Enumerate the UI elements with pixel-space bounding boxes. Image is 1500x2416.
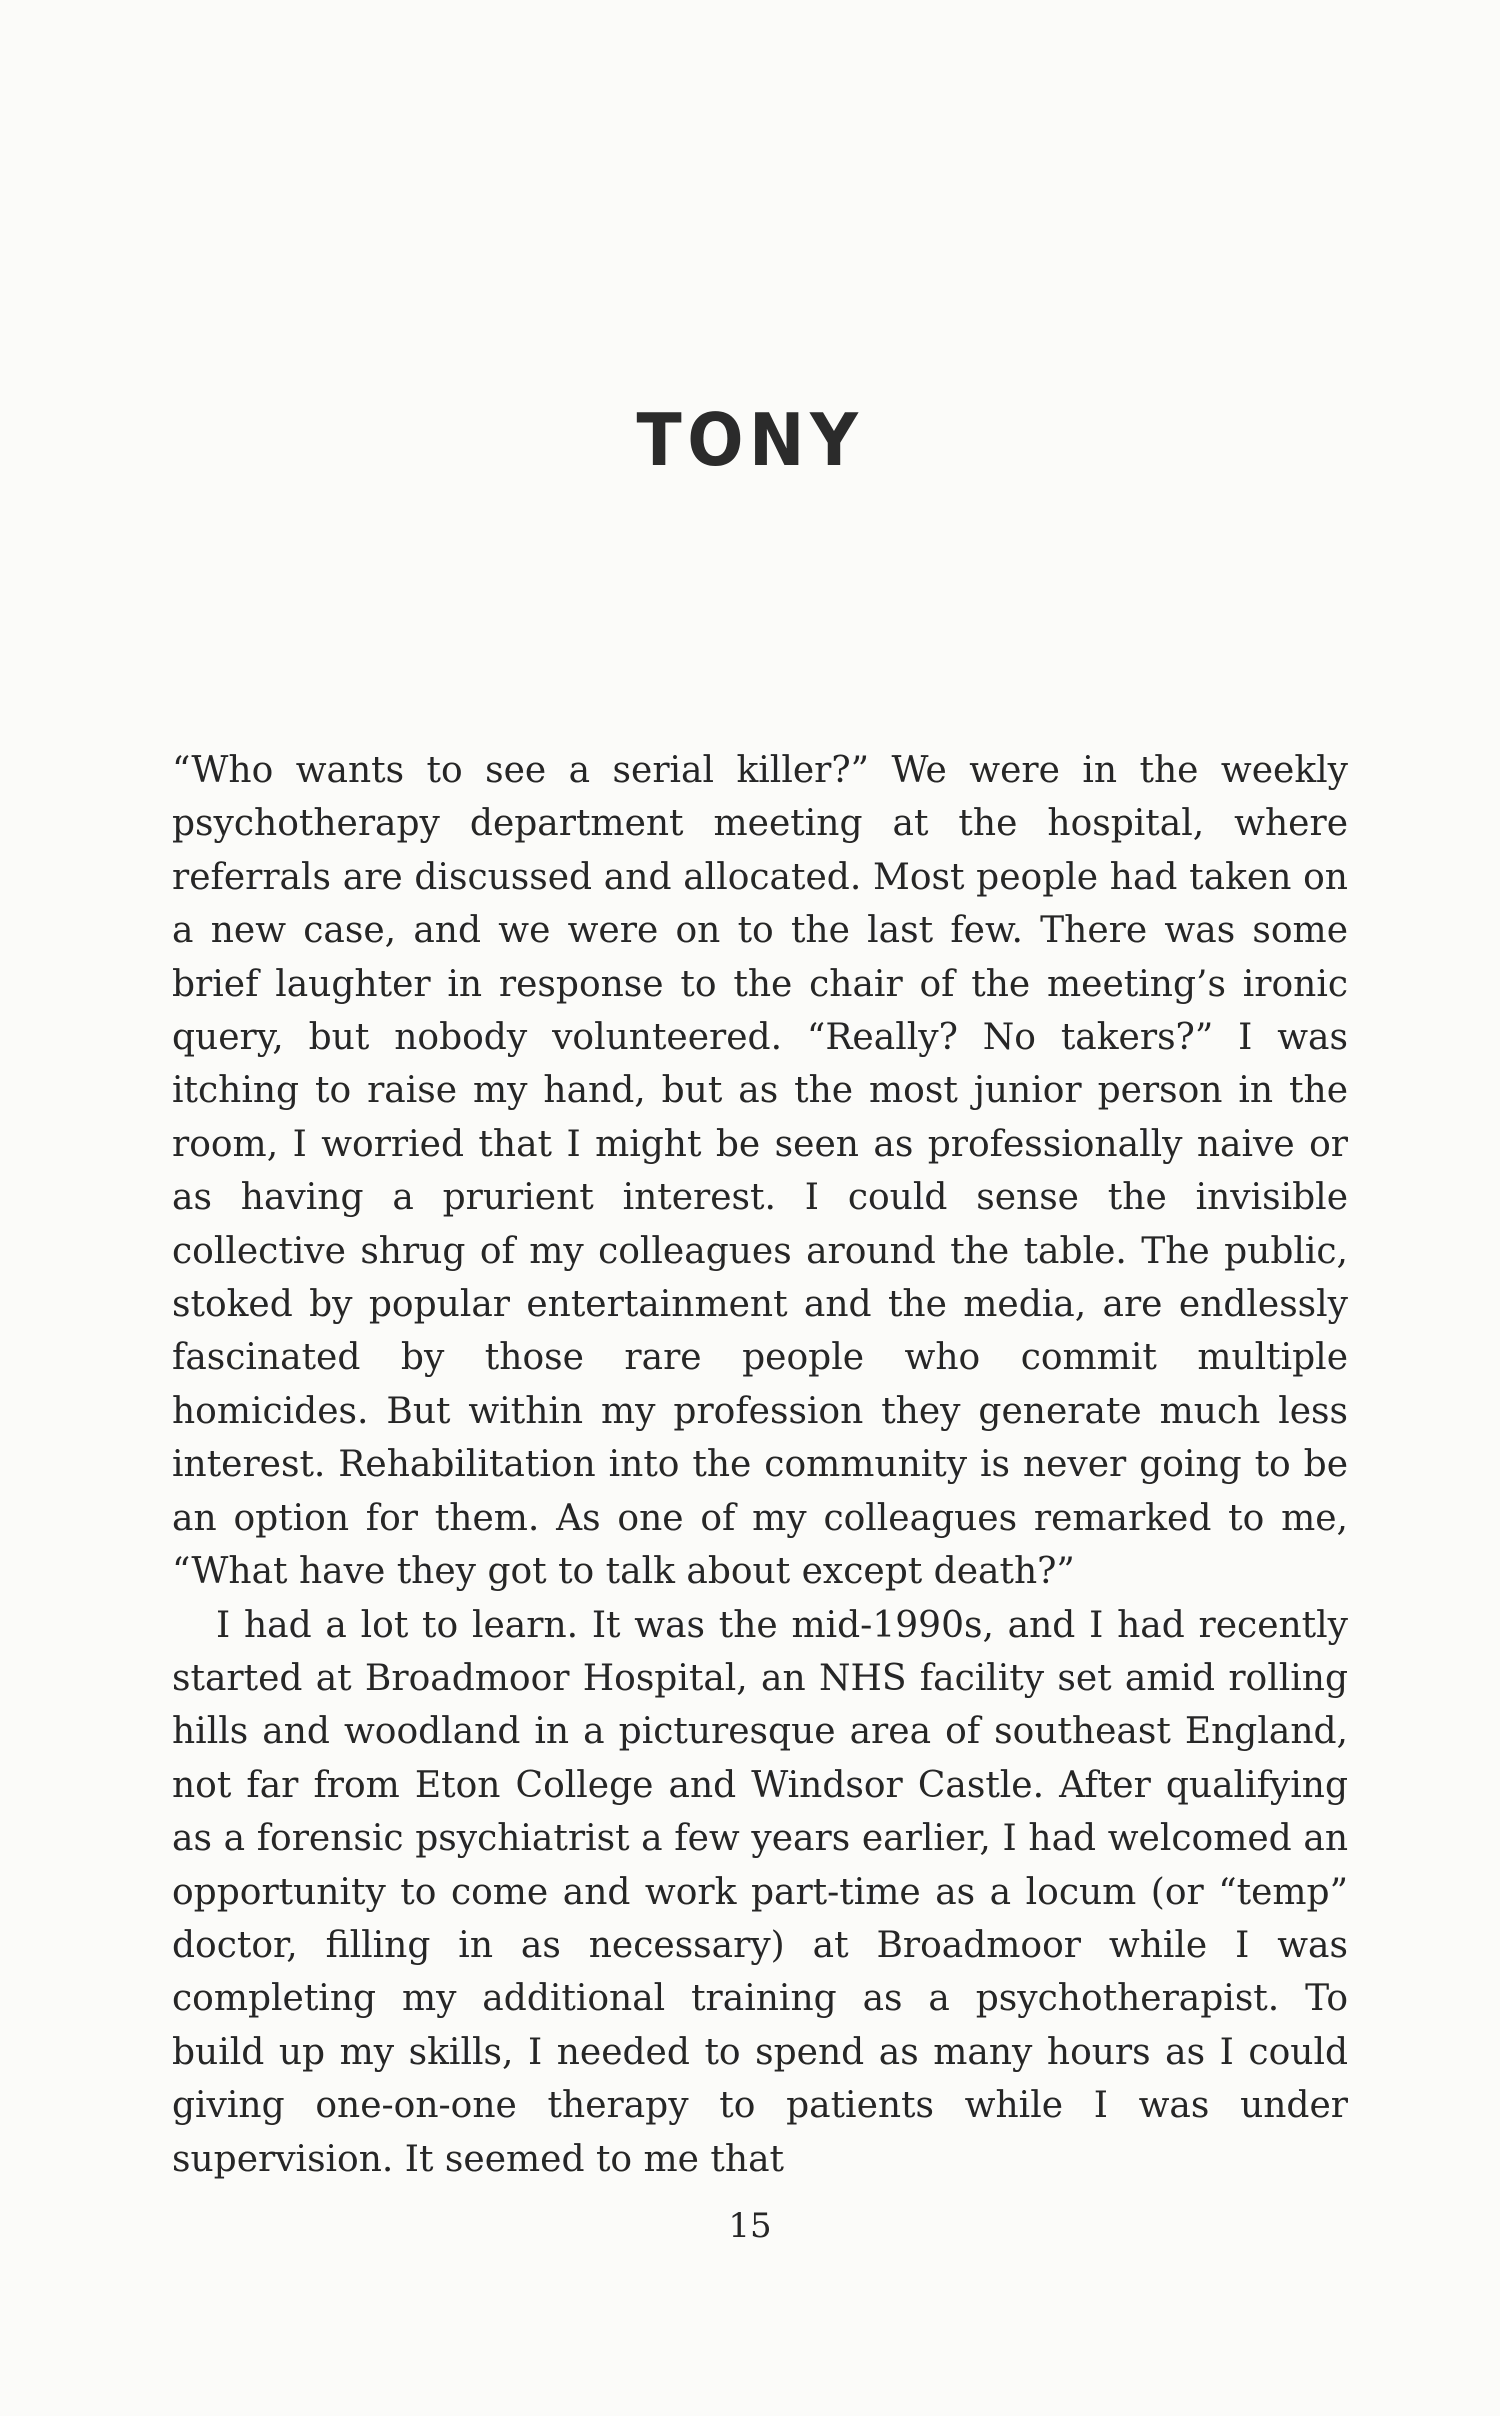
paragraph-2: I had a lot to learn. It was the mid-1990s, and I had recently started at Broadmoor Hospital, an NHS facility set amid rolling hills and woodland in a picturesque area of southeast England, not far from Eton College and Windsor Castle. After qualifying as a forensic psychiatrist a few years earlier, I had welcomed an opportunity to come and work part-time as a locum (or “temp” doctor, filling in as necessary) at Broadmoor while I was completing my additional training as a psychotherapist. To build up my skills, I needed to spend as many hours as I could giving one-on-one therapy to patients while I was under supervision. It seemed to me that xyxy=(172,1604,1348,2180)
paragraph-1: “Who wants to see a serial killer?” We were in the weekly psychotherapy department meeting at the hospital, where referrals are discussed and allocated. Most people had taken on a new case, and we were on to the last few. There was some brief laughter in response to the chair of the meeting’s ironic query, but nobody volunteered. “Really? No takers?” I was itching to raise my hand, but as the most junior person in the room, I worried that I might be seen as professionally naive or as having a prurient interest. I could sense the invisible collective shrug of my colleagues around the table. The public, stoked by popular entertainment and the media, are endlessly fascinated by those rare people who commit multiple homicides. But within my profession they generate much less interest. Rehabilitation into the community is never going to be an option for them. As one of my colleagues remarked to me, “What have they got to talk about except death?” xyxy=(172,750,1348,1593)
page-number: 15 xyxy=(728,2206,772,2246)
body-text xyxy=(172,744,1348,2186)
chapter-title: TONY xyxy=(636,398,864,482)
